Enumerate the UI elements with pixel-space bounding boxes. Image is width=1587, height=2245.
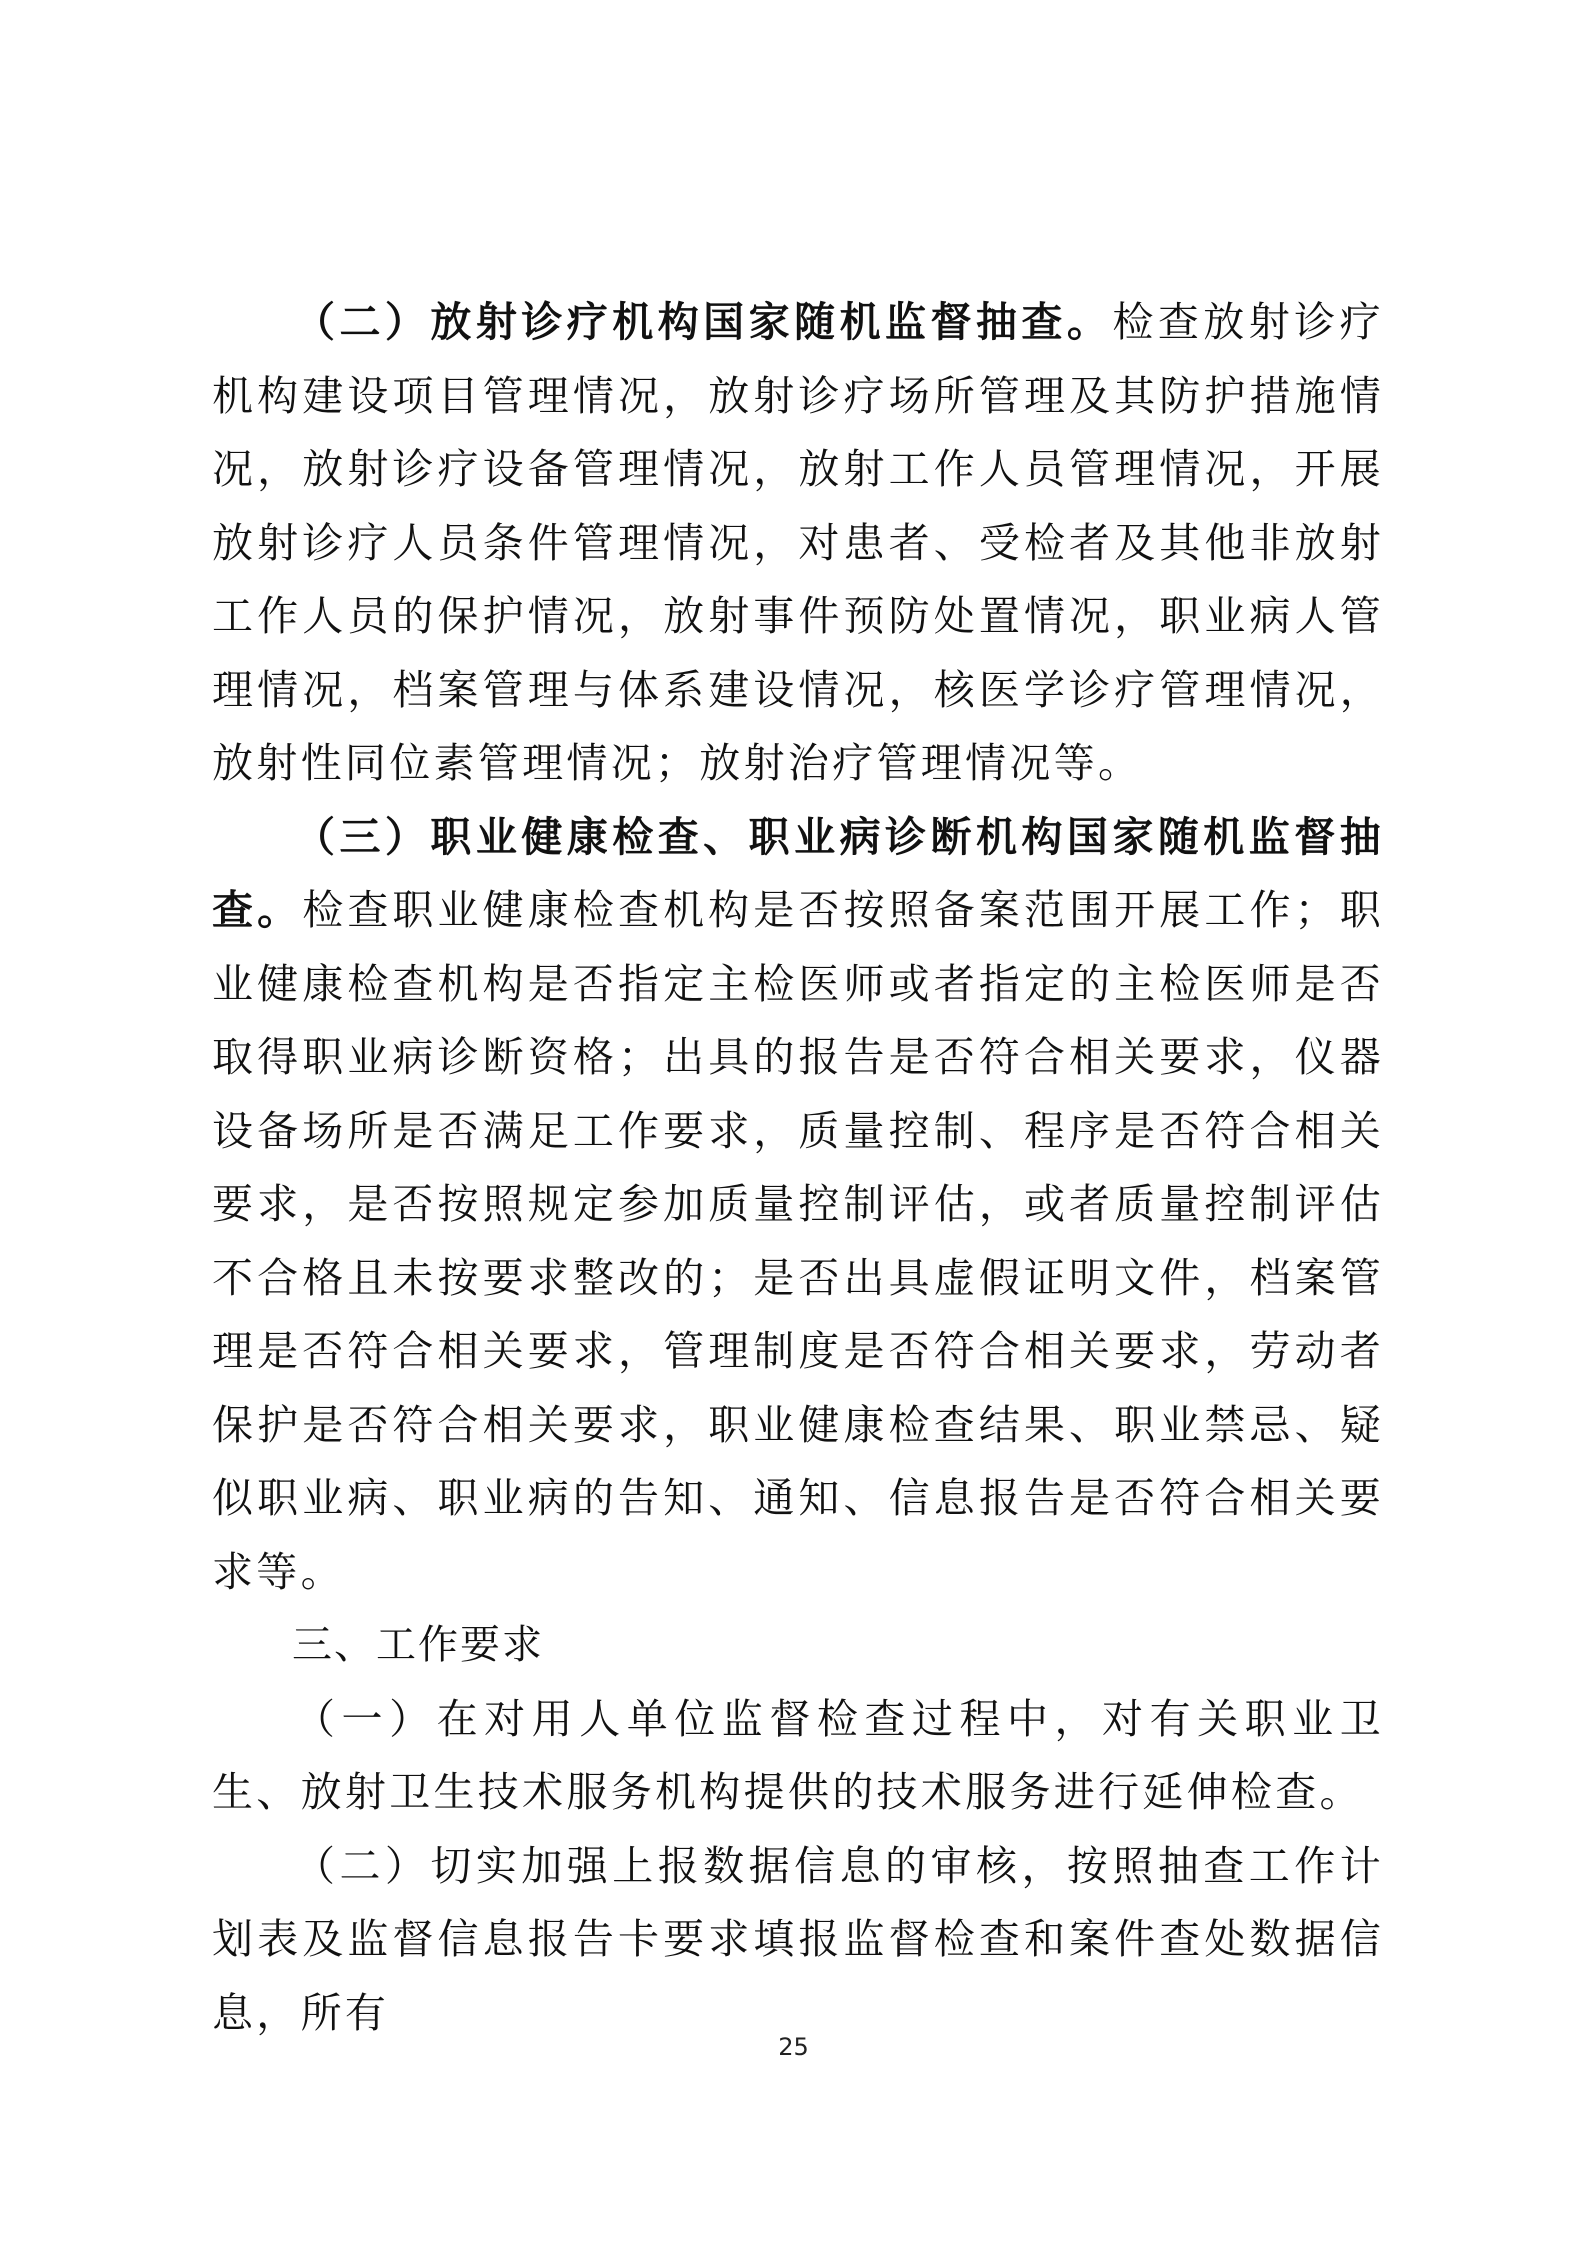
page-number: 25 [778, 2033, 809, 2061]
paragraph-lead-title: （三）职业健康检查、职业病诊断机构国家随机监督抽查。 [212, 812, 1384, 934]
paragraph-occupational-health-inspection [212, 801, 1384, 1610]
section-heading-work-requirements: 三、工作要求 [292, 1622, 544, 1668]
paragraph-body-text: 检查放射诊疗机构建设项目管理情况，放射诊疗场所管理及其防护措施情况，放射诊疗设备管理情况，放射工作人员管理情况，开展放射诊疗人员条件管理情况，对患者、受检者及其他非放射工作人员的保护情况，放射事件预防处置情况，职业病人管理情况，档案管理与体系建设情况，核医学诊疗管理情况，放射性同位素管理情况；放射治疗管理情况等。 [212, 298, 1384, 787]
paragraph-body-text: 检查职业健康检查机构是否按照备案范围开展工作；职业健康检查机构是否指定主检医师或者指定的主检医师是否取得职业病诊断资格；出具的报告是否符合相关要求，仪器设备场所是否满足工作要求，质量控制、程序是否符合相关要求，是否按照规定参加质量控制评估，或者质量控制评估不合格且未按要求整改的；是否出具虚假证明文件，档案管理是否符合相关要求，管理制度是否符合相关要求，劳动者保护是否符合相关要求，职业健康检查结果、职业禁忌、疑似职业病、职业病的告知、通知、信息报告是否符合相关要求等。 [212, 886, 1384, 1596]
document-body [212, 286, 1384, 2050]
paragraph-requirement-2: （二）切实加强上报数据信息的审核，按照抽查工作计划表及监督信息报告卡要求填报监督检查和案件查处数据信息，所有 [212, 1841, 1384, 2037]
paragraph-lead-title: （二）放射诊疗机构国家随机监督抽查。 [294, 298, 1113, 346]
paragraph-radiation-inspection [212, 286, 1384, 801]
paragraph-requirement-1: （一）在对用人单位监督检查过程中，对有关职业卫生、放射卫生技术服务机构提供的技术服务进行延伸检查。 [212, 1694, 1384, 1816]
